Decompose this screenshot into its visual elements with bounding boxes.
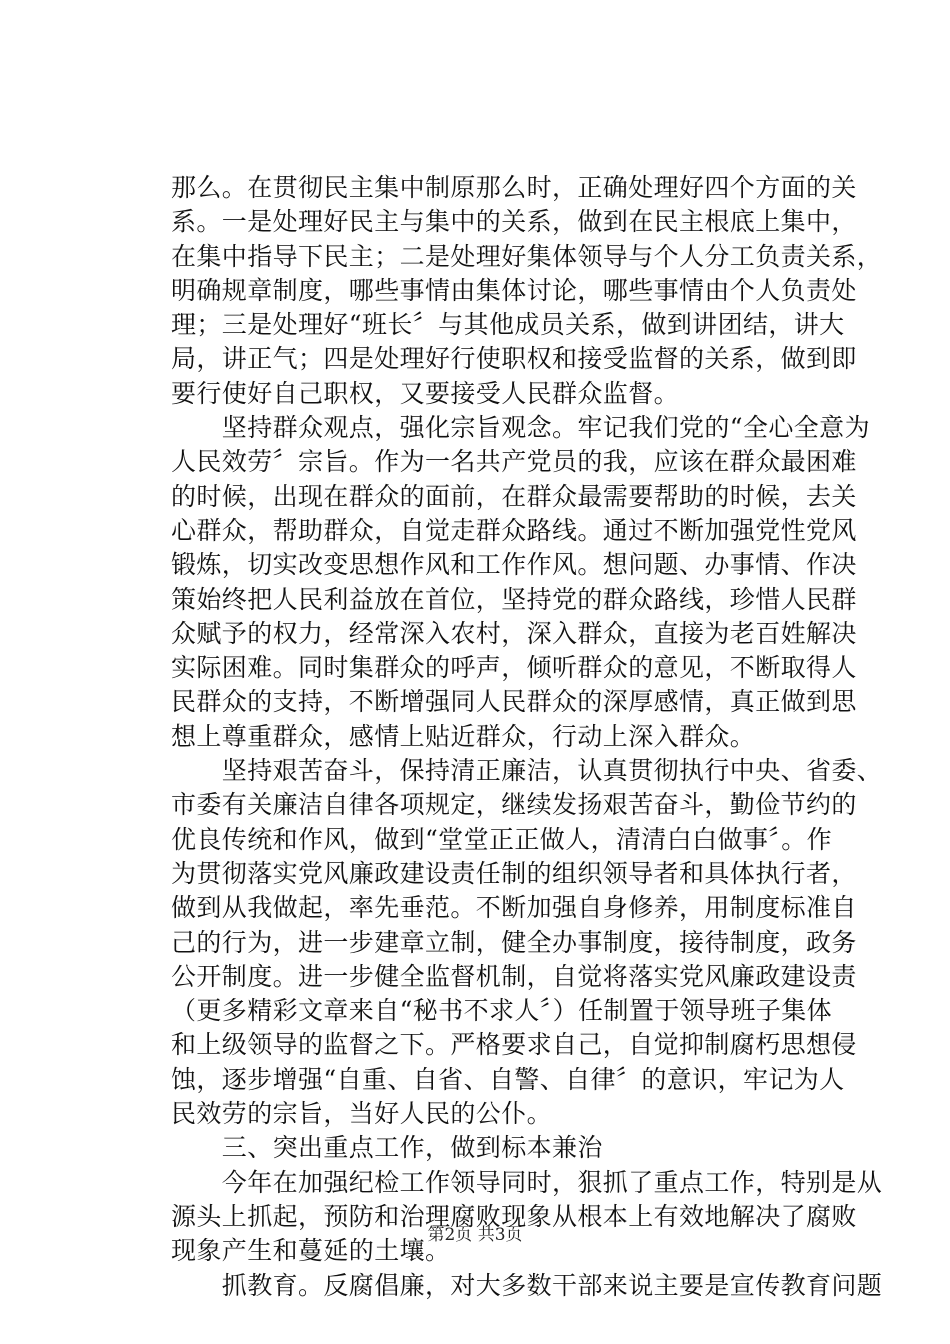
text-line: 要行使好自己职权，又要接受人民群众监督。 bbox=[171, 378, 680, 408]
text-line: （更多精彩文章来自“秘书不求人〞）任制置于领导班子集体 bbox=[171, 996, 833, 1026]
text-line: 在集中指导下民主；二是处理好集体领导与个人分工负责关系， bbox=[171, 241, 883, 271]
text-line: 众赋予的权力，经常深入农村，深入群众，直接为老百姓解决 bbox=[171, 618, 857, 648]
document-body bbox=[171, 171, 883, 1303]
text-line: 己的行为，进一步建章立制，健全办事制度，接待制度，政务 bbox=[171, 927, 857, 957]
text-line: 的时候，出现在群众的面前，在群众最需要帮助的时候，去关 bbox=[171, 481, 857, 511]
text-line: 明确规章制度，哪些事情由集体讨论，哪些事情由个人负责处 bbox=[171, 275, 857, 305]
text-line: 锻炼，切实改变思想作风和工作作风。想问题、办事情、作决 bbox=[171, 550, 857, 580]
text-line: 民效劳的宗旨，当好人民的公仆。 bbox=[171, 1099, 553, 1129]
text-line: 策始终把人民利益放在首位，坚持党的群众路线，珍惜人民群 bbox=[171, 584, 857, 614]
text-line: 那么。在贯彻民主集中制原那么时，正确处理好四个方面的关 bbox=[171, 173, 857, 202]
text-line: 坚持群众观点，强化宗旨观念。牢记我们党的“全心全意为 bbox=[171, 413, 870, 443]
text-line: 公开制度。进一步健全监督机制，自觉将落实党风廉政建设责 bbox=[171, 961, 857, 991]
text-line: 人民效劳〞宗旨。作为一名共产党员的我，应该在群众最困难 bbox=[171, 447, 857, 477]
text-line: 实际困难。同时集群众的呼声，倾听群众的意见，不断取得人 bbox=[171, 653, 857, 683]
text-line: 抓教育。反腐倡廉，对大多数干部来说主要是宣传教育问题 bbox=[171, 1270, 883, 1300]
text-line: 理；三是处理好“班长〞与其他成员关系，做到讲团结，讲大 bbox=[171, 310, 845, 340]
text-line: 民群众的支持，不断增强同人民群众的深厚感情，真正做到思 bbox=[171, 687, 857, 717]
text-line: 坚持艰苦奋斗，保持清正廉洁，认真贯彻执行中央、省委、 bbox=[171, 756, 883, 786]
text-line: 做到从我做起，率先垂范。不断加强自身修养，用制度标准自 bbox=[171, 893, 857, 923]
text-line: 和上级领导的监督之下。严格要求自己，自觉抑制腐朽思想侵 bbox=[171, 1030, 857, 1060]
text-line: 优良传统和作风，做到“堂堂正正做人，清清白白做事〞。作 bbox=[171, 824, 833, 854]
text-line: 为贯彻落实党风廉政建设责任制的组织领导者和具体执行者， bbox=[171, 858, 857, 888]
text-line: 局，讲正气；四是处理好行使职权和接受监督的关系，做到即 bbox=[171, 344, 857, 374]
text-line: 想上尊重群众，感情上贴近群众，行动上深入群众。 bbox=[171, 721, 756, 751]
text-line: 系。一是处理好民主与集中的关系，做到在民主根底上集中， bbox=[171, 207, 857, 237]
page-footer: 第2页 共3页 bbox=[427, 1225, 523, 1245]
text-line: 心群众，帮助群众，自觉走群众路线。通过不断加强党性党风 bbox=[171, 515, 857, 545]
text-line: 市委有关廉洁自律各项规定，继续发扬艰苦奋斗，勤俭节约的 bbox=[171, 790, 857, 820]
text-line: 源头上抓起，预防和治理腐败现象从根本上有效地解决了腐败 bbox=[171, 1201, 857, 1231]
text-line: 蚀，逐步增强“自重、自省、自警、自律〞的意识，牢记为人 bbox=[171, 1064, 845, 1094]
text-line: 今年在加强纪检工作领导同时，狠抓了重点工作，特别是从 bbox=[171, 1167, 883, 1197]
text-line: 现象产生和蔓延的土壤。 bbox=[171, 1236, 451, 1266]
text-line: 三、突出重点工作，做到标本兼治 bbox=[171, 1133, 603, 1163]
